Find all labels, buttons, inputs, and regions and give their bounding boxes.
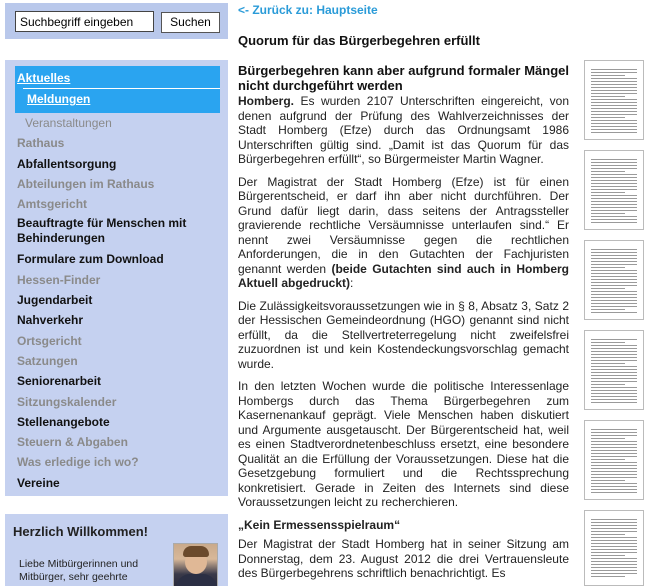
article-paragraph: Die Zulässigkeitsvoraussetzungen wie in § 8, Absatz 3, Satz 2 der Hessischen Gemeindeordnung (HGO) genannt sind nicht erfüllt, da die Stellvertreterregelung nicht zweifelsfrei zuzuordnen ist und kein Kostendeckungsvorschlag gemacht wurde. <box>238 298 569 371</box>
document-text-line <box>591 270 637 271</box>
article-paragraph <box>238 94 569 167</box>
document-text-line <box>591 486 637 487</box>
document-text-line <box>591 459 625 460</box>
document-text-line <box>591 363 625 364</box>
document-text-line <box>591 300 637 301</box>
nav-item-hessen-finder[interactable]: Hessen-Finder <box>17 272 101 287</box>
document-text-line <box>591 291 637 292</box>
nav-item-seniorenarbeit[interactable]: Seniorenarbeit <box>17 374 102 389</box>
document-text-line <box>591 303 637 304</box>
document-text-line <box>591 102 637 103</box>
paragraph-text: Der Magistrat der Stadt Homberg (Efze) ist für einen Bürgerentscheid, er darf ihn aber nicht durchführen. Der Grund dafür liegt darin, dass seitens der Antragssteller gravierende rechtliche Versäumnisse unterlaufen sind.“ Er nennt zwei Versäumnisse gegen die rechtlichen Anforderungen, die in den Gutachten der Fachjuristen genannt werden <box>238 174 569 276</box>
document-text-line <box>591 309 625 310</box>
document-text-line <box>591 114 637 115</box>
document-text-line <box>591 444 637 445</box>
document-text-line <box>591 252 637 253</box>
article-subheading: „Kein Ermessensspielraum“ <box>238 517 401 532</box>
paragraph-bold-note: (beide Gutachten sind auch in Homberg Aktuell abgedruckt) <box>238 261 570 290</box>
document-text-line <box>591 534 625 535</box>
document-text-line <box>591 390 637 391</box>
nav-item-beauftragte[interactable]: Beauftragte für Menschen mit Behinderungen <box>17 216 187 246</box>
document-text-line <box>591 216 637 217</box>
document-text-line <box>591 528 637 529</box>
search-box <box>5 3 228 39</box>
document-thumbnails <box>576 60 656 586</box>
document-thumbnail[interactable] <box>584 420 644 500</box>
welcome-box <box>5 514 228 586</box>
document-text-line <box>591 84 637 85</box>
document-text-line <box>591 435 637 436</box>
paragraph-text: Es wurden 2107 Unterschriften eingereicht, von denen aufgrund der Prüfung des Wahlverzeichnisses der Stadt Homberg (Efze) durch das Ordnungsamt 1986 Unterschriften gültig sind. „Damit ist das Quorum für das Bürgerbegehren erfüllt“, so Bürgermeister Martin Wagner. <box>238 94 569 166</box>
document-text-line <box>591 120 637 121</box>
document-text-line <box>591 72 637 73</box>
document-text-line <box>591 555 625 556</box>
nav-item-meldungen[interactable]: Meldungen <box>23 88 220 108</box>
document-text-line <box>591 522 637 523</box>
document-text-line <box>591 219 637 220</box>
document-text-line <box>591 162 637 163</box>
document-thumbnail[interactable] <box>584 150 644 230</box>
document-text-line <box>591 90 637 91</box>
document-text-line <box>591 165 637 166</box>
document-text-line <box>591 183 637 184</box>
document-text-line <box>591 126 637 127</box>
nav-item-aktuelles[interactable]: Aktuelles <box>17 71 71 85</box>
document-text-line <box>591 297 637 298</box>
article-paragraph <box>238 175 569 291</box>
document-text-line <box>591 177 637 178</box>
document-text-line <box>591 312 637 313</box>
document-text-line <box>591 111 637 112</box>
document-text-line <box>591 198 637 199</box>
document-text-line <box>591 354 637 355</box>
document-text-line <box>591 357 637 358</box>
document-text-line <box>591 294 637 295</box>
document-thumbnail[interactable] <box>584 510 644 586</box>
document-text-line <box>591 69 637 70</box>
document-text-line <box>591 345 637 346</box>
document-text-line <box>591 465 637 466</box>
document-text-line <box>591 159 637 160</box>
document-text-line <box>591 558 637 559</box>
nav-item-nahverkehr[interactable]: Nahverkehr <box>17 313 84 328</box>
document-text-line <box>591 360 637 361</box>
document-text-line <box>591 552 637 553</box>
document-text-line <box>591 456 637 457</box>
nav-item-satzungen[interactable]: Satzungen <box>17 353 78 368</box>
document-text-line <box>591 543 637 544</box>
nav-item-sitzungskalender[interactable]: Sitzungskalender <box>17 394 117 409</box>
document-text-line <box>591 387 637 388</box>
document-text-line <box>591 285 637 286</box>
article-title: Quorum für das Bürgerbegehren erfüllt <box>238 33 480 48</box>
welcome-text: Liebe Mitbürgerinnen und Mitbürger, sehr geehrte <box>19 558 139 583</box>
document-text-line <box>591 255 637 256</box>
document-text-line <box>591 384 625 385</box>
nav-item-jugendarbeit[interactable]: Jugendarbeit <box>17 293 93 308</box>
document-text-line <box>591 540 637 541</box>
article-lead: Bürgerbegehren kann aber aufgrund formaler Mängel nicht durchgeführt werden <box>238 63 569 93</box>
document-thumbnail[interactable] <box>584 240 644 320</box>
nav-item-formulare[interactable]: Formulare zum Download <box>17 252 164 267</box>
document-text-line <box>591 402 637 403</box>
document-text-line <box>591 396 637 397</box>
document-text-line <box>591 168 637 169</box>
document-text-line <box>591 477 637 478</box>
document-text-line <box>591 174 637 175</box>
document-text-line <box>591 117 625 118</box>
document-text-line <box>591 210 637 211</box>
document-text-line <box>591 186 637 187</box>
document-text-line <box>591 348 637 349</box>
document-text-line <box>591 483 637 484</box>
document-text-line <box>591 78 637 79</box>
document-text-line <box>591 273 637 274</box>
document-text-line <box>591 129 637 130</box>
document-text-line <box>591 366 637 367</box>
document-text-line <box>591 276 637 277</box>
nav-item-veranstaltungen[interactable]: Veranstaltungen <box>25 116 112 130</box>
document-text-line <box>591 351 637 352</box>
nav-item-stellenangebote[interactable]: Stellenangebote <box>17 414 110 429</box>
document-text-line <box>591 123 637 124</box>
document-text-line <box>591 441 637 442</box>
nav-item-abfallentsorgung[interactable]: Abfallentsorgung <box>17 156 117 171</box>
document-text-line <box>591 282 637 283</box>
document-text-line <box>591 546 637 547</box>
nav-item-was-erledige[interactable]: Was erledige ich wo? <box>17 455 139 470</box>
document-text-line <box>591 189 637 190</box>
document-text-line <box>591 339 637 340</box>
document-text-line <box>591 249 637 250</box>
document-text-line <box>591 537 637 538</box>
document-text-line <box>591 492 637 493</box>
document-text-line <box>591 489 637 490</box>
document-text-line <box>591 378 637 379</box>
document-text-line <box>591 288 625 289</box>
main-navigation <box>5 60 228 496</box>
document-text-line <box>591 399 637 400</box>
dateline: Homberg. <box>238 94 295 108</box>
article-paragraph: In den letzten Wochen wurde die politische Interessenlage Hombergs durch das Thema Bürgerbegehren zum Kasernenankauf geprägt. Viele Menschen haben diskutiert und Argumente ausgetauscht. Der Bürgerentscheid hat, weil es einen Stadtverordnetenbeschluss ersetzt, eine besondere Qualität an die Erfüllung der Voraussetzungen. Diese hat die Gesetzgebung formuliert und die Rechtssprechung konkretisiert. Gerade in Zeiten des Internets sind diese Voraussetzungen leicht zu recherchieren. <box>238 379 569 509</box>
document-text-line <box>591 201 637 202</box>
paragraph-text: : <box>350 276 354 290</box>
document-text-line <box>591 471 637 472</box>
document-thumbnail[interactable] <box>584 330 644 410</box>
document-text-line <box>591 561 637 562</box>
nav-item-rathaus[interactable]: Rathaus <box>17 136 65 151</box>
document-text-line <box>591 267 625 268</box>
document-text-line <box>591 570 637 571</box>
nav-item-vereine[interactable]: Vereine <box>17 475 60 490</box>
document-text-line <box>591 468 637 469</box>
document-text-line <box>591 108 637 109</box>
document-text-line <box>591 375 637 376</box>
document-text-line <box>591 75 625 76</box>
document-text-line <box>591 96 625 97</box>
document-text-line <box>591 564 637 565</box>
document-text-line <box>591 549 637 550</box>
document-text-line <box>591 81 637 82</box>
document-text-line <box>591 525 637 526</box>
search-button[interactable]: Suchen <box>161 12 220 33</box>
document-text-line <box>591 372 637 373</box>
document-text-line <box>591 306 637 307</box>
document-text-line <box>591 105 637 106</box>
nav-item-abteilungen[interactable]: Abteilungen im Rathaus <box>17 176 155 191</box>
nav-item-steuern[interactable]: Steuern & Abgaben <box>17 435 128 450</box>
document-text-line <box>591 393 637 394</box>
document-text-line <box>591 450 637 451</box>
welcome-title: Herzlich Willkommen! <box>13 524 148 539</box>
document-text-line <box>591 264 637 265</box>
document-text-line <box>591 519 637 520</box>
mayor-avatar <box>173 543 218 586</box>
document-text-line <box>591 462 637 463</box>
document-text-line <box>591 573 637 574</box>
document-text-line <box>591 279 637 280</box>
nav-item-amtsgericht[interactable]: Amtsgericht <box>17 197 88 212</box>
search-input[interactable] <box>15 11 154 32</box>
document-text-line <box>591 369 637 370</box>
document-text-line <box>591 531 637 532</box>
document-text-line <box>591 204 637 205</box>
document-text-line <box>591 180 637 181</box>
document-text-line <box>591 87 637 88</box>
document-text-line <box>591 93 637 94</box>
document-text-line <box>591 432 637 433</box>
document-text-line <box>591 576 625 577</box>
document-text-line <box>591 207 637 208</box>
document-thumbnail[interactable] <box>584 60 644 140</box>
document-text-line <box>591 222 637 223</box>
document-text-line <box>591 99 637 100</box>
document-text-line <box>591 195 637 196</box>
document-text-line <box>591 258 637 259</box>
document-text-line <box>591 480 625 481</box>
nav-item-ortsgericht[interactable]: Ortsgericht <box>17 333 82 348</box>
document-text-line <box>591 381 637 382</box>
article-body <box>238 94 569 586</box>
document-text-line <box>591 342 625 343</box>
nav-active-section <box>15 66 220 113</box>
article-paragraph: Der Magistrat der Stadt Homberg hat in seiner Sitzung am Donnerstag, dem 23. August 2012 die drei Vertrauensleute des Bürgerbegehrens schriftlich benachrichtigt. Es <box>238 537 569 580</box>
document-text-line <box>591 567 637 568</box>
document-text-line <box>591 213 625 214</box>
document-text-line <box>591 429 637 430</box>
back-to-home-link[interactable]: <- Zurück zu: Hauptseite <box>238 3 378 17</box>
document-text-line <box>591 261 637 262</box>
document-text-line <box>591 453 637 454</box>
document-text-line <box>591 474 637 475</box>
document-text-line <box>591 192 625 193</box>
sidebar <box>0 0 232 586</box>
document-text-line <box>591 132 637 133</box>
document-text-line <box>591 447 637 448</box>
document-text-line <box>591 438 625 439</box>
document-text-line <box>591 171 625 172</box>
